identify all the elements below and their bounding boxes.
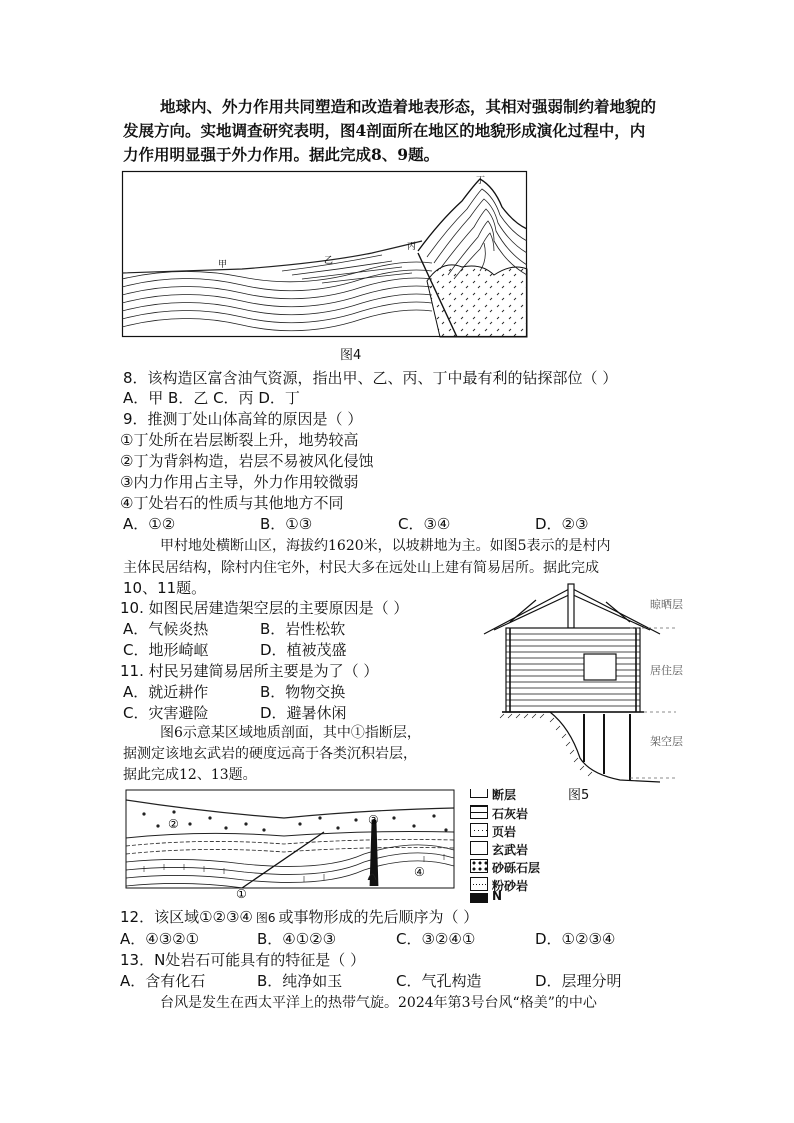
q11-option-a: A．就近耕作: [123, 683, 209, 701]
q13-option-d: D．层理分明: [535, 972, 622, 990]
q8-stem: 8．该构造区富含油气资源，指出甲、乙、丙、丁中最有利的钻探部位（ ）: [123, 369, 618, 387]
q8-options: A．甲 B．乙 C．丙 D．丁: [123, 389, 300, 407]
legend-siltstone-label: 粉砂岩: [492, 879, 529, 893]
fig4-label-bing: 丙: [407, 242, 417, 252]
fig6-marker-3: ③: [368, 813, 379, 827]
q9-option-a: A．①②: [123, 515, 176, 533]
q13-stem: 13．N处岩石可能具有的特征是（ ）: [120, 951, 366, 969]
figure-4-caption: 图4: [340, 348, 362, 363]
q10-stem: 10. 如图民居建造架空层的主要原因是（ ）: [120, 599, 409, 617]
fig4-label-ding: 丁: [476, 176, 486, 186]
figure-5-caption: 图5: [568, 788, 590, 803]
legend-n-label: N: [492, 889, 503, 903]
q9-item-3: ③内力作用占主导，外力作用较微弱: [120, 473, 359, 491]
legend-swatch-shale: [470, 823, 488, 837]
legend-gravel-label: 砂砾石层: [492, 861, 541, 875]
q10-option-a: A．气候炎热: [123, 620, 209, 638]
fig4-label-jia: 甲: [218, 260, 228, 270]
q12-stem: [120, 906, 478, 929]
legend-shale-label: 页岩: [492, 825, 517, 839]
fig4-label-yi: 乙: [324, 256, 334, 266]
q12-figure-ref: 图6: [255, 911, 276, 925]
legend-swatch-siltstone: [470, 877, 488, 891]
legend-swatch-limestone: [470, 805, 488, 819]
figure-4-geologic-section: [122, 171, 527, 337]
q12-stem-part-b: 或事物形成的先后顺序为（ ）: [278, 908, 479, 926]
q10-option-b: B．岩性松软: [260, 620, 346, 638]
q12-option-a: A．④③②①: [120, 930, 200, 948]
q9-option-b: B．①③: [260, 515, 313, 533]
fig5-label-stilt-layer: 架空层: [650, 735, 683, 748]
q9-item-2: ②丁为背斜构造，岩层不易被风化侵蚀: [120, 452, 374, 470]
q11-option-b: B．物物交换: [260, 683, 346, 701]
intro1-line2: 发展方向。实地调查研究表明，图4剖面所在地区的地貌形成演化过程中，内: [123, 121, 646, 140]
q12-option-d: D．①②③④: [535, 930, 616, 948]
q10-option-d: D．植被茂盛: [260, 641, 347, 659]
figure-6-geologic-section: [124, 790, 456, 901]
fig6-marker-2: ②: [168, 817, 179, 831]
legend-swatch-n: [470, 893, 488, 903]
q11-option-d: D．避暑休闲: [260, 704, 347, 722]
legend-fault-label: 断层: [492, 788, 517, 802]
legend-swatch-basalt: [470, 841, 488, 855]
q9-stem: 9．推测丁处山体高耸的原因是（ ）: [123, 410, 363, 428]
fig6-marker-4: ④: [414, 865, 425, 879]
intro2-line3: 10、11题。: [123, 579, 207, 597]
q13-option-c: C．气孔构造: [396, 972, 482, 990]
fig6-marker-1: ①: [236, 887, 247, 901]
intro2-line1: 甲村地处横断山区，海拔约1620米，以坡耕地为主。如图5表示的是村内: [160, 538, 611, 554]
q11-stem: 11. 村民另建简易居所主要是为了（ ）: [120, 662, 379, 680]
q13-option-b: B．纯净如玉: [257, 972, 343, 990]
fig5-label-living-layer: 居住层: [650, 664, 683, 677]
intro4-line1: 台风是发生在西太平洋上的热带气旋。2024年第3号台风“格美”的中心: [160, 995, 597, 1011]
q11-option-c: C．灾害避险: [123, 704, 209, 722]
q9-item-4: ④丁处岩石的性质与其他地方不同: [120, 494, 344, 512]
q9-option-c: C．③④: [398, 515, 451, 533]
intro3-line3: 据此完成12、13题。: [123, 767, 257, 783]
intro2-line2: 主体民居结构，除村内住宅外，村民大多在远处山上建有简易居所。据此完成: [123, 560, 599, 576]
q9-item-1: ①丁处所在岩层断裂上升，地势较高: [120, 431, 359, 449]
q9-option-d: D．②③: [535, 515, 589, 533]
q10-option-c: C．地形崎岖: [123, 641, 209, 659]
fig5-label-drying-layer: 晾晒层: [650, 598, 683, 611]
intro3-line1: 图6示意某区域地质剖面，其中①指断层，: [160, 725, 421, 741]
legend-swatch-fault: [470, 789, 488, 798]
q12-option-b: B．④①②③: [257, 930, 337, 948]
q12-option-c: C．③②④①: [396, 930, 476, 948]
legend-swatch-gravel: [470, 859, 488, 873]
intro3-line2: 据测定该地玄武岩的硬度远高于各类沉积岩层，: [123, 746, 417, 762]
intro1-line3: 力作用明显强于外力作用。据此完成8、9题。: [123, 145, 440, 164]
legend-limestone-label: 石灰岩: [492, 807, 529, 821]
intro1-line1: 地球内、外力作用共同塑造和改造着地表形态，其相对强弱制约着地貌的: [160, 97, 657, 116]
q12-stem-part-a: 12．该区域①②③④: [120, 908, 253, 926]
legend-basalt-label: 玄武岩: [492, 843, 529, 857]
q13-option-a: A．含有化石: [120, 972, 206, 990]
